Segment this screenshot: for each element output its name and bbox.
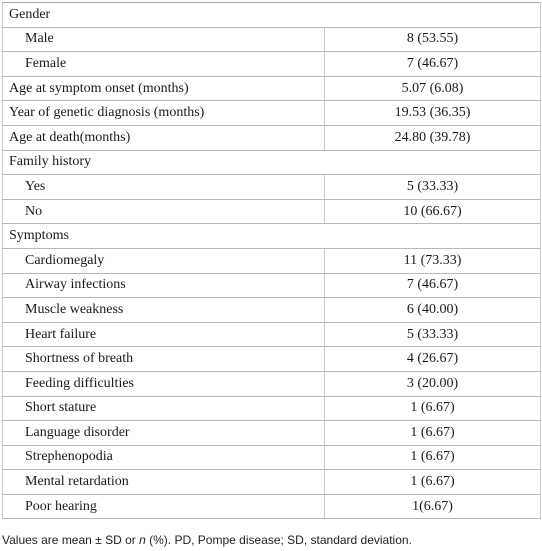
table-row bbox=[3, 76, 541, 101]
row-label: Feeding difficulties bbox=[3, 371, 325, 396]
row-value: 7 (46.67) bbox=[325, 273, 541, 298]
row-label: Airway infections bbox=[3, 273, 325, 298]
row-value: 1 (6.67) bbox=[325, 421, 541, 446]
section-label-gender: Gender bbox=[3, 3, 541, 28]
row-value: 5 (33.33) bbox=[325, 175, 541, 200]
table-row bbox=[3, 322, 541, 347]
row-value: 1 (6.67) bbox=[325, 445, 541, 470]
patient-characteristics-table bbox=[2, 2, 541, 519]
row-value: 8 (53.55) bbox=[325, 27, 541, 52]
section-label-family-history: Family history bbox=[3, 150, 541, 175]
row-label: Muscle weakness bbox=[3, 298, 325, 323]
row-label: Mental retardation bbox=[3, 470, 325, 495]
row-label: Year of genetic diagnosis (months) bbox=[3, 101, 325, 126]
footnote-text-1: Values are mean ± SD or bbox=[2, 533, 140, 547]
row-label: Age at symptom onset (months) bbox=[3, 76, 325, 101]
table-row bbox=[3, 175, 541, 200]
row-label: Female bbox=[3, 52, 325, 77]
row-value: 19.53 (36.35) bbox=[325, 101, 541, 126]
table-row bbox=[3, 27, 541, 52]
table-row bbox=[3, 396, 541, 421]
row-label: Short stature bbox=[3, 396, 325, 421]
table-row bbox=[3, 371, 541, 396]
row-value: 1 (6.67) bbox=[325, 470, 541, 495]
table-footnote bbox=[2, 533, 412, 547]
table-row bbox=[3, 494, 541, 519]
row-value: 6 (40.00) bbox=[325, 298, 541, 323]
table-row bbox=[3, 445, 541, 470]
row-label: Cardiomegaly bbox=[3, 248, 325, 273]
table-row bbox=[3, 101, 541, 126]
row-label: Shortness of breath bbox=[3, 347, 325, 372]
row-label: Age at death(months) bbox=[3, 125, 325, 150]
table-row bbox=[3, 273, 541, 298]
table-row bbox=[3, 199, 541, 224]
table-row bbox=[3, 421, 541, 446]
table-row bbox=[3, 470, 541, 495]
row-label: Language disorder bbox=[3, 421, 325, 446]
row-value: 5.07 (6.08) bbox=[325, 76, 541, 101]
row-label: Poor hearing bbox=[3, 494, 325, 519]
table-section-row bbox=[3, 3, 541, 28]
section-label-symptoms: Symptoms bbox=[3, 224, 541, 249]
row-value: 11 (73.33) bbox=[325, 248, 541, 273]
row-label: No bbox=[3, 199, 325, 224]
table-row bbox=[3, 52, 541, 77]
table-row bbox=[3, 347, 541, 372]
table-row bbox=[3, 298, 541, 323]
row-label: Yes bbox=[3, 175, 325, 200]
table-section-row bbox=[3, 150, 541, 175]
row-value: 24.80 (39.78) bbox=[325, 125, 541, 150]
row-label: Heart failure bbox=[3, 322, 325, 347]
row-value: 3 (20.00) bbox=[325, 371, 541, 396]
row-value: 1 (6.67) bbox=[325, 396, 541, 421]
table-row bbox=[3, 125, 541, 150]
row-value: 10 (66.67) bbox=[325, 199, 541, 224]
row-label: Male bbox=[3, 27, 325, 52]
row-label: Strephenopodia bbox=[3, 445, 325, 470]
footnote-n: n bbox=[139, 533, 146, 547]
row-value: 7 (46.67) bbox=[325, 52, 541, 77]
row-value: 4 (26.67) bbox=[325, 347, 541, 372]
row-value: 5 (33.33) bbox=[325, 322, 541, 347]
footnote-text-2: (%). PD, Pompe disease; SD, standard deviation. bbox=[145, 533, 412, 547]
table-row bbox=[3, 248, 541, 273]
row-value: 1(6.67) bbox=[325, 494, 541, 519]
table-section-row bbox=[3, 224, 541, 249]
